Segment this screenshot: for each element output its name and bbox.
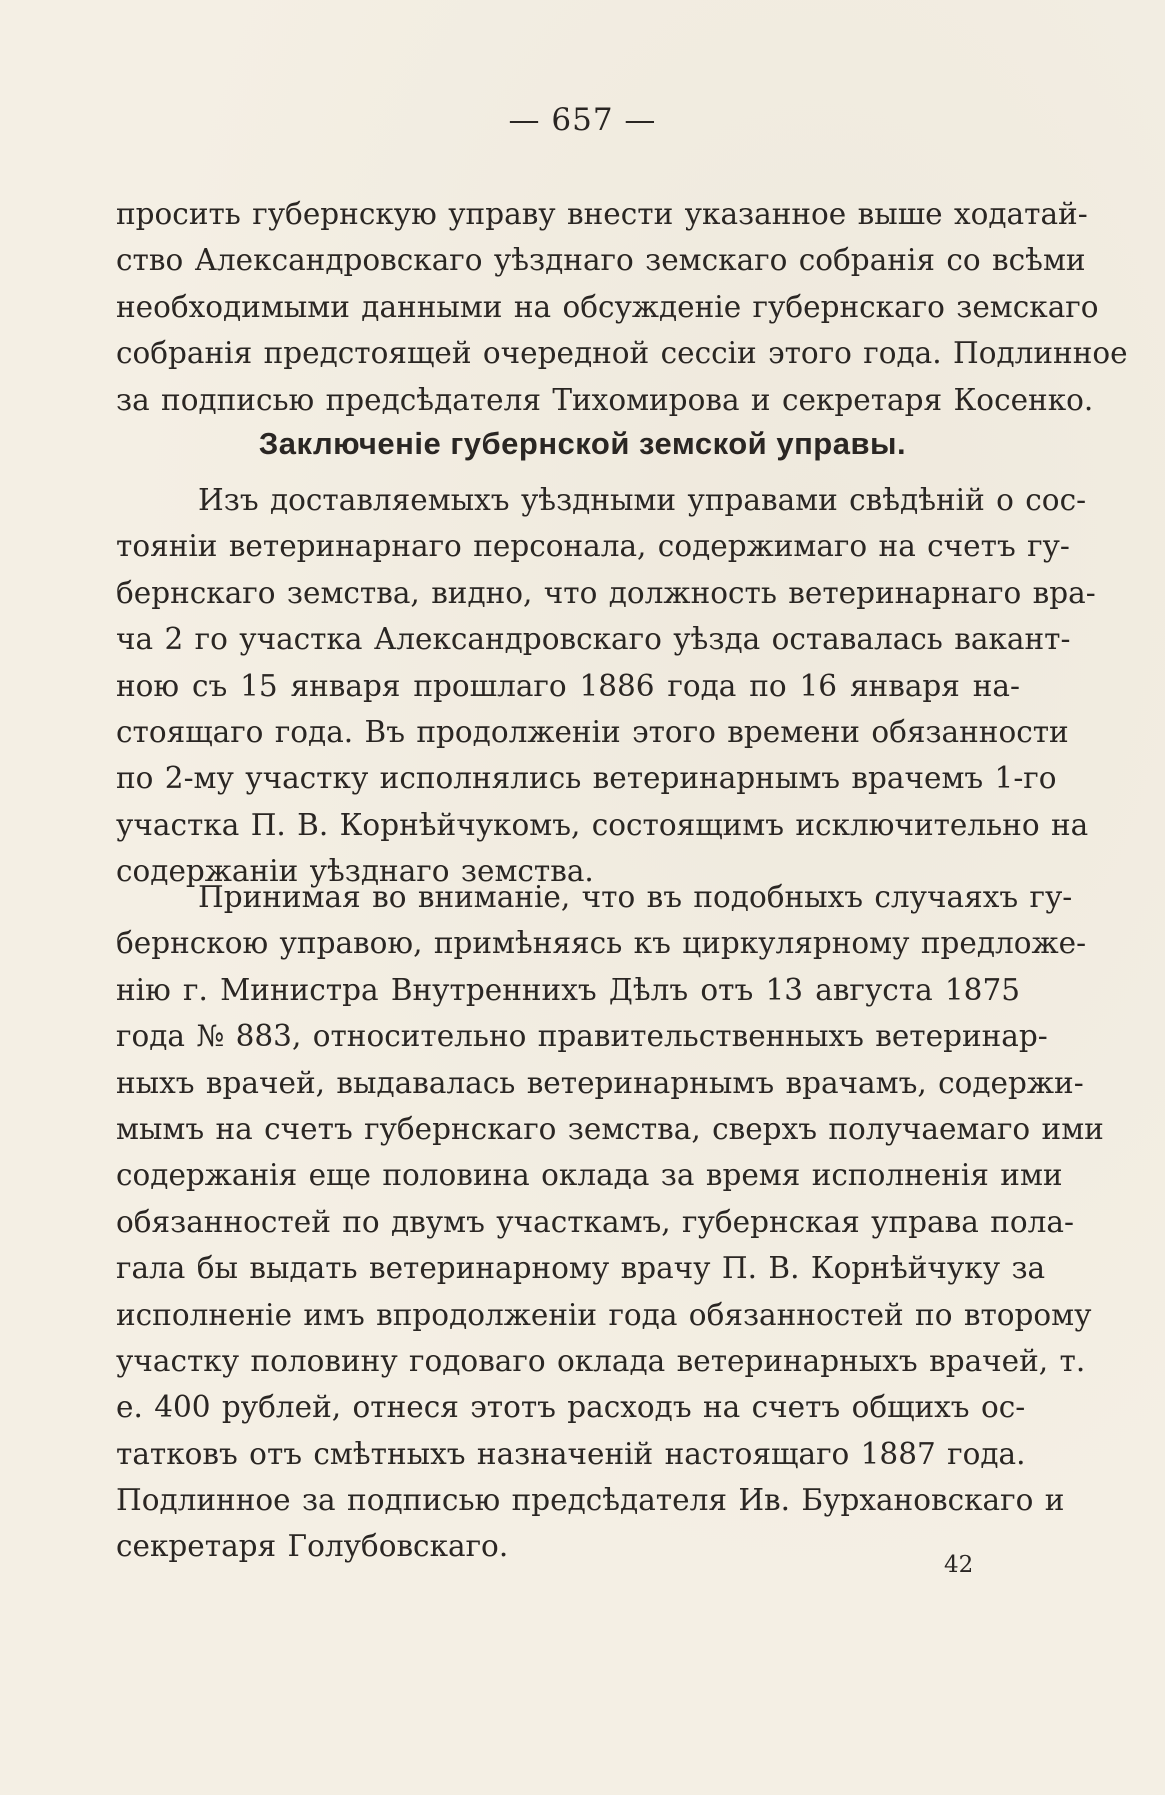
page-number: — 657 — xyxy=(508,102,657,138)
text-line: нію г. Министра Внутреннихъ Дѣлъ отъ 13 августа 1875 xyxy=(116,972,1020,1007)
text-line: необходимыми данными на обсужденіе губернскаго земскаго xyxy=(116,289,1099,324)
signature-mark: 42 xyxy=(944,1552,974,1578)
text-line: исполненіе имъ впродолженіи года обязанностей по второму xyxy=(116,1297,1092,1332)
text-line: за подписью предсѣдателя Тихомирова и секретаря Косенко. xyxy=(116,382,1094,417)
text-line: е. 400 рублей, отнеся этотъ расходъ на счетъ общихъ ос- xyxy=(116,1390,1026,1425)
text-line: содержанія еще половина оклада за время исполненія ими xyxy=(116,1158,1063,1193)
text-line: участку половину годоваго оклада ветеринарныхъ врачей, т. xyxy=(116,1343,1086,1378)
section-heading: Заключеніе губернской земской управы. xyxy=(258,426,907,461)
paragraph-1 xyxy=(116,191,1128,423)
text-line: по 2-му участку исполнялись ветеринарнымъ врачемъ 1-го xyxy=(116,761,1057,796)
text-line: содержаніи уѣзднаго земства. xyxy=(116,854,594,889)
text-line: собранія предстоящей очередной сессіи этого года. Подлинное xyxy=(116,336,1128,371)
paragraph-3 xyxy=(116,874,1104,1570)
text-line: бернскою управою, примѣняясь къ циркулярному предложе- xyxy=(116,926,1087,961)
text-line: Изъ доставляемыхъ уѣздными управами свѣдѣній о сос- xyxy=(198,483,1087,517)
text-line: тояніи ветеринарнаго персонала, содержимаго на счетъ гу- xyxy=(116,529,1070,564)
text-line: Принимая во вниманіе, что въ подобныхъ случаяхъ гу- xyxy=(198,880,1073,914)
text-line: ство Александровскаго уѣзднаго земскаго собранія со всѣми xyxy=(116,243,1086,278)
text-line: ныхъ врачей, выдавалась ветеринарнымъ врачамъ, содержи- xyxy=(116,1065,1084,1100)
text-line: обязанностей по двумъ участкамъ, губернская управа пола- xyxy=(116,1204,1074,1239)
text-line: бернскаго земства, видно, что должность ветеринарнаго вра- xyxy=(116,575,1096,610)
text-line: ною съ 15 января прошлаго 1886 года по 16 января на- xyxy=(116,668,1020,703)
text-line: секретаря Голубовскаго. xyxy=(116,1529,509,1564)
text-line: гала бы выдать ветеринарному врачу П. В. Корнѣйчуку за xyxy=(116,1251,1046,1286)
text-line: ча 2 го участка Александровскаго уѣзда оставалась вакант- xyxy=(116,622,1071,657)
text-line: татковъ отъ смѣтныхъ назначеній настоящаго 1887 года. xyxy=(116,1436,1026,1471)
text-line: просить губернскую управу внести указанное выше ходатай- xyxy=(116,197,1088,231)
text-line: мымъ на счетъ губернскаго земства, сверхъ получаемаго ими xyxy=(116,1111,1104,1146)
text-line: участка П. В. Корнѣйчукомъ, состоящимъ исключительно на xyxy=(116,807,1089,842)
text-line: стоящаго года. Въ продолженіи этого времени обязанности xyxy=(116,714,1069,749)
paragraph-2 xyxy=(116,477,1096,895)
text-line: года № 883, относительно правительственныхъ ветеринар- xyxy=(116,1019,1048,1054)
text-line: Подлинное за подписью предсѣдателя Ив. Бурхановскаго и xyxy=(116,1483,1065,1518)
